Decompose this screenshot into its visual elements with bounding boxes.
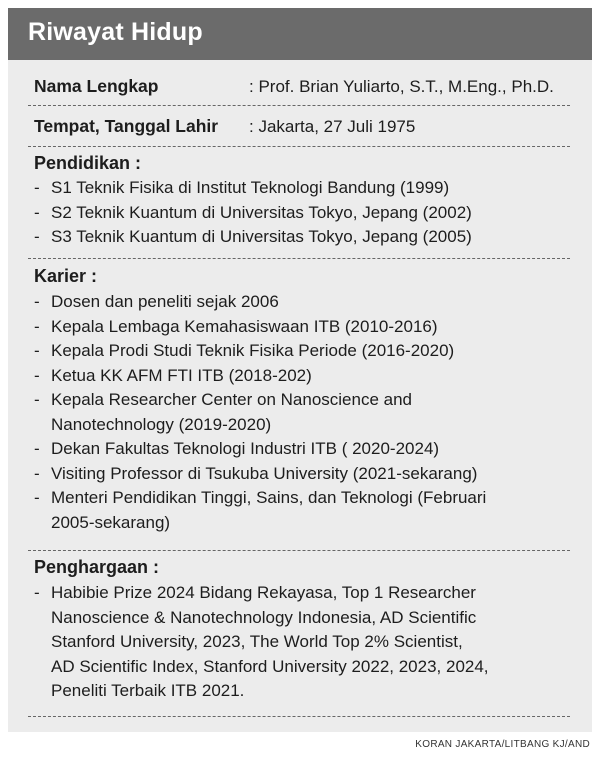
list-item (34, 486, 486, 535)
header-bar (8, 8, 592, 60)
karier-list (34, 290, 486, 535)
list-item-text: Habibie Prize 2024 Bidang Rekayasa, Top 1 Researcher (51, 583, 476, 602)
list-marker: - (34, 227, 40, 246)
name-value: : Prof. Brian Yuliarto, S.T., M.Eng., Ph.D. (249, 77, 554, 96)
list-item-text: S3 Teknik Kuantum di Universitas Tokyo, Jepang (2005) (51, 227, 472, 246)
birth-label: Tempat, Tanggal Lahir (34, 116, 219, 136)
list-item-text: Ketua KK AFM FTI ITB (2018-202) (51, 365, 312, 385)
birth-row (34, 116, 218, 137)
list-item (34, 437, 486, 462)
list-item-text: Menteri Pendidikan Tinggi, Sains, dan Teknologi (Februari (51, 488, 487, 507)
list-item (34, 201, 472, 226)
list-item-text: AD Scientific Index, Stanford University 2022, 2023, 2024, (51, 656, 489, 676)
list-item-text: Dekan Fakultas Teknologi Industri ITB ( 2020-2024) (51, 439, 440, 458)
list-marker: - (34, 292, 40, 311)
pendidikan-heading: Pendidikan : (34, 153, 142, 173)
list-item-text: Nanoscience & Nanotechnology Indonesia, AD Scientific (51, 607, 477, 627)
list-marker: - (34, 365, 40, 385)
list-marker: - (34, 583, 40, 602)
penghargaan-list (34, 581, 489, 704)
divider (28, 550, 570, 551)
list-item (34, 364, 486, 389)
list-item-text: S2 Teknik Kuantum di Universitas Tokyo, Jepang (2002) (51, 202, 472, 222)
list-item-text: 2005-sekarang) (51, 512, 171, 532)
list-marker: - (34, 178, 40, 197)
karier-heading: Karier : (34, 266, 98, 286)
list-marker: - (34, 390, 40, 409)
list-item-text: Stanford University, 2023, The World Top 2% Scientist, (51, 632, 463, 651)
list-marker: - (34, 488, 40, 507)
list-marker: - (34, 463, 40, 483)
list-item (34, 581, 489, 704)
list-marker: - (34, 341, 40, 360)
birth-value: : Jakarta, 27 Juli 1975 (249, 117, 416, 136)
page-title: Riwayat Hidup (28, 18, 203, 46)
list-item (34, 176, 472, 201)
divider (28, 716, 570, 717)
divider (28, 105, 570, 106)
list-item-text: Visiting Professor di Tsukuba University (2021-sekarang) (51, 463, 478, 483)
pendidikan-list (34, 176, 472, 250)
list-item-text: S1 Teknik Fisika di Institut Teknologi Bandung (1999) (51, 178, 450, 197)
list-item (34, 388, 486, 437)
penghargaan-heading: Penghargaan : (34, 557, 160, 577)
list-item-text: Peneliti Terbaik ITB 2021. (51, 681, 245, 700)
list-item-text: Nanotechnology (2019-2020) (51, 414, 272, 434)
list-item-text: Dosen dan peneliti sejak 2006 (51, 292, 279, 311)
divider (28, 258, 570, 259)
list-item (34, 225, 472, 250)
list-item-text: Kepala Lembaga Kemahasiswaan ITB (2010-2016) (51, 316, 438, 336)
list-marker: - (34, 316, 40, 336)
list-marker: - (34, 439, 40, 458)
list-marker: - (34, 202, 40, 222)
list-item (34, 290, 486, 315)
name-label: Nama Lengkap (34, 76, 159, 96)
list-item (34, 315, 486, 340)
source-credit: KORAN JAKARTA/LITBANG KJ/AND (415, 739, 590, 750)
list-item (34, 462, 486, 487)
list-item-text: Kepala Researcher Center on Nanoscience and (51, 390, 413, 409)
list-item-text: Kepala Prodi Studi Teknik Fisika Periode (2016-2020) (51, 341, 455, 360)
list-item (34, 339, 486, 364)
divider (28, 146, 570, 147)
name-row (34, 76, 158, 97)
